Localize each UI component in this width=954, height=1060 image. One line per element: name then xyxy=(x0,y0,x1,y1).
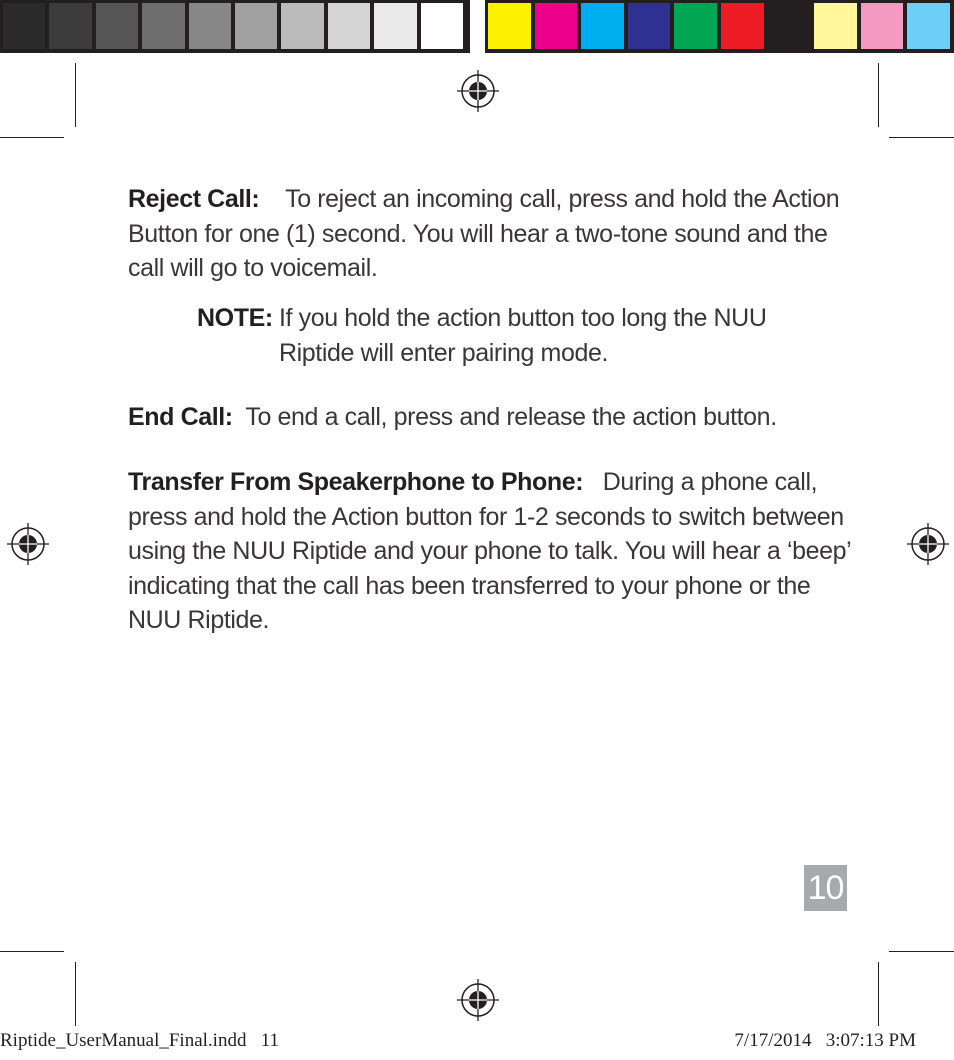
registration-mark-icon xyxy=(6,522,50,566)
end-call-paragraph xyxy=(128,400,858,435)
color-swatch-8 xyxy=(814,3,857,49)
crop-mark xyxy=(889,137,954,138)
reject-call-heading: Reject Call: xyxy=(128,185,260,213)
reject-call-text: To reject an incoming call, press and hold the Action Button for one (1) second. You will hear a two-tone sound and the call will go to voicemail. xyxy=(128,185,840,282)
note-heading: NOTE: xyxy=(197,304,273,332)
reject-call-paragraph xyxy=(128,182,858,286)
transfer-text: During a phone call, press and hold the Action button for 1-2 seconds to switch between using the NUU Riptide and your phone to talk. You will hear a ‘beep’ indicating that the call has been transferred to your phone or the NUU Riptide. xyxy=(128,468,851,634)
slug-timestamp: 7/17/2014 3:07:13 PM xyxy=(734,1030,916,1051)
color-swatch-9 xyxy=(861,3,904,49)
color-swatch-5 xyxy=(674,3,717,49)
crop-mark xyxy=(889,951,954,952)
gray-swatch-1 xyxy=(3,3,45,49)
crop-mark xyxy=(0,137,64,138)
gray-swatch-7 xyxy=(281,3,323,49)
registration-mark-icon xyxy=(456,978,500,1022)
gray-swatch-6 xyxy=(235,3,277,49)
page-number: 10 xyxy=(804,865,847,911)
gray-swatch-9 xyxy=(374,3,416,49)
gray-swatch-5 xyxy=(189,3,231,49)
gray-swatch-8 xyxy=(328,3,370,49)
slug-filename: Riptide_UserManual_Final.indd 11 xyxy=(0,1030,279,1051)
process-color-bar xyxy=(485,0,954,53)
crop-mark xyxy=(0,951,64,952)
color-swatch-3 xyxy=(581,3,624,49)
color-swatch-10 xyxy=(907,3,950,49)
transfer-paragraph xyxy=(128,465,858,638)
color-swatch-2 xyxy=(535,3,578,49)
gray-swatch-4 xyxy=(142,3,184,49)
gray-swatch-2 xyxy=(49,3,91,49)
end-call-text: To end a call, press and release the action button. xyxy=(245,403,777,431)
color-swatch-1 xyxy=(488,3,531,49)
crop-mark xyxy=(75,962,76,1026)
registration-mark-icon xyxy=(456,69,500,113)
color-swatch-7 xyxy=(768,3,811,49)
gray-swatch-3 xyxy=(96,3,138,49)
grayscale-color-bar xyxy=(0,0,470,53)
transfer-heading: Transfer From Speakerphone to Phone: xyxy=(128,468,584,496)
end-call-heading: End Call: xyxy=(128,403,233,431)
registration-mark-icon xyxy=(906,522,950,566)
gray-swatch-10 xyxy=(421,3,463,49)
note-paragraph xyxy=(197,301,837,370)
color-swatch-6 xyxy=(721,3,764,49)
note-text: If you hold the action button too long the NUU Riptide will enter pairing mode. xyxy=(279,304,767,367)
crop-mark xyxy=(878,63,879,127)
crop-mark xyxy=(75,63,76,127)
color-swatch-4 xyxy=(628,3,671,49)
crop-mark xyxy=(878,962,879,1026)
